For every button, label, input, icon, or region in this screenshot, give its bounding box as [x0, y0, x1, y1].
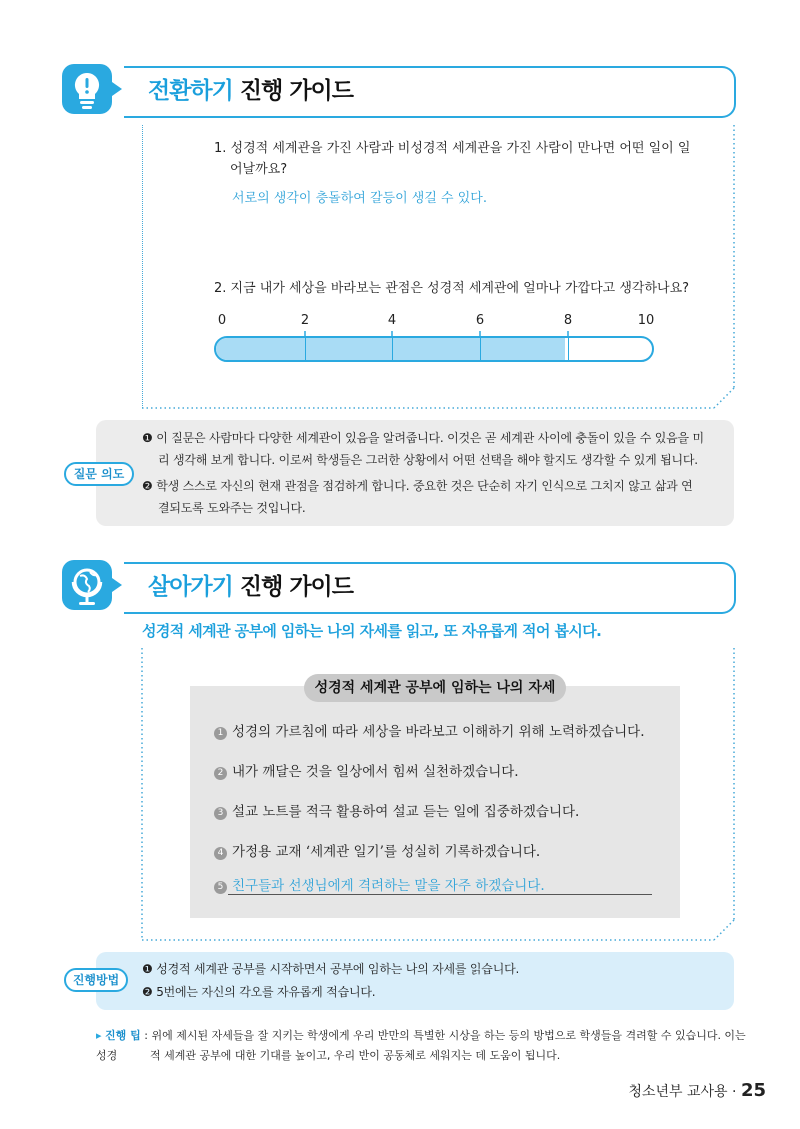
question-2: 2. 지금 내가 세상을 바라보는 관점은 성경적 세계관에 얼마나 가깝다고 생각하나요?: [214, 281, 690, 296]
method-text: 성경적 세계관 공부를 시작하면서 공부에 임하는 나의 자세를 읽습니다.: [156, 962, 520, 976]
intent-line: 결되도록 도와주는 것입니다.: [158, 501, 306, 515]
question-intent-label: 질문 의도: [64, 462, 134, 486]
posture-item-free[interactable]: [214, 874, 545, 894]
section-title-rest: 진행 가이드: [232, 574, 353, 600]
section-title-highlight: 전환하기: [148, 78, 233, 104]
scale-label: 2: [300, 313, 310, 328]
scale-label: 10: [637, 313, 655, 328]
item-text: 가정용 교재 ‘세계관 일기’를 성실히 기록하겠습니다.: [232, 844, 541, 860]
tip-label: 진행 팁: [105, 1029, 141, 1042]
item-number: 1: [214, 727, 227, 740]
bullet-1: ❶: [142, 431, 153, 445]
page-number: 25: [740, 1080, 766, 1101]
posture-item: [214, 760, 519, 780]
item-text: 설교 노트를 적극 활용하여 설교 듣는 일에 집중하겠습니다.: [232, 804, 580, 820]
bullet-1: ❶: [142, 962, 153, 976]
method-text: 5번에는 자신의 각오를 자유롭게 적습니다.: [156, 985, 376, 999]
item-number: 4: [214, 847, 227, 860]
tip-text-cont: 적 세계관 공부에 대한 기대를 높이고, 우리 반이 공동체로 세워지는 데 도움이 됩니다.: [150, 1049, 561, 1062]
intent-text: 학생 스스로 자신의 현재 관점을 점검하게 합니다. 중요한 것은 단순히 자기 인식으로 그치지 않고 삶과 연: [156, 479, 693, 493]
item-text: 친구들과 선생님에게 격려하는 말을 자주 하겠습니다.: [232, 878, 545, 894]
scale-label: 8: [563, 313, 573, 328]
method-line: [142, 958, 519, 980]
tip-text: 위에 제시된 자세들을 잘 지키는 학생에게 우리 반만의 특별한 시상을 하는 등의 방법으로 학생들을 격려할 수 있습니다. 이는 성경: [96, 1029, 746, 1062]
tip-separator: :: [140, 1029, 152, 1042]
item-number: 3: [214, 807, 227, 820]
scale-label: 0: [217, 313, 227, 328]
method-label: 진행방법: [64, 968, 128, 992]
question-1: 1. 성경적 세계관을 가진 사람과 비성경적 세계관을 가진 사람이 만나면 어떤 일이 일: [214, 141, 691, 156]
item-text: 내가 깨달은 것을 일상에서 힘써 실천하겠습니다.: [232, 764, 519, 780]
book-name: 청소년부 교사용: [628, 1084, 728, 1100]
section-title-rest: 진행 가이드: [232, 78, 353, 104]
scale-label: 6: [475, 313, 485, 328]
page-footer: [628, 1080, 766, 1101]
item-number: 5: [214, 881, 227, 894]
item-number: 2: [214, 767, 227, 780]
intent-line: 리 생각해 보게 합니다. 이로써 학생들은 그러한 상황에서 어떤 선택을 해야 할지도 생각할 수 있게 됩니다.: [158, 453, 698, 467]
posture-item: [214, 720, 645, 740]
method-line: [142, 981, 375, 1003]
question-1-cont: 어날까요?: [230, 162, 288, 177]
bullet-2: ❷: [142, 479, 153, 493]
posture-panel-title: 성경적 세계관 공부에 임하는 나의 자세: [304, 674, 566, 702]
intent-text: 이 질문은 사람마다 다양한 세계관이 있음을 알려줍니다. 이것은 곧 세계관 사이에 충돌이 있을 수 있음을 미: [156, 431, 704, 445]
answer-1: 서로의 생각이 충돌하여 갈등이 생길 수 있다.: [232, 191, 487, 206]
section-title-highlight: 살아가기: [148, 574, 233, 600]
posture-item: [214, 840, 540, 860]
footer-dot: ·: [727, 1084, 741, 1100]
scale-label: 4: [387, 313, 397, 328]
section-subtitle: 성경적 세계관 공부에 임하는 나의 자세를 읽고, 또 자유롭게 적어 봅시다.: [142, 622, 602, 640]
item-text: 성경의 가르침에 따라 세상을 바라보고 이해하기 위해 노력하겠습니다.: [232, 724, 645, 740]
bullet-2: ❷: [142, 985, 153, 999]
write-line: [228, 894, 652, 895]
tip-marker: ▸: [96, 1029, 102, 1042]
posture-item: [214, 800, 579, 820]
